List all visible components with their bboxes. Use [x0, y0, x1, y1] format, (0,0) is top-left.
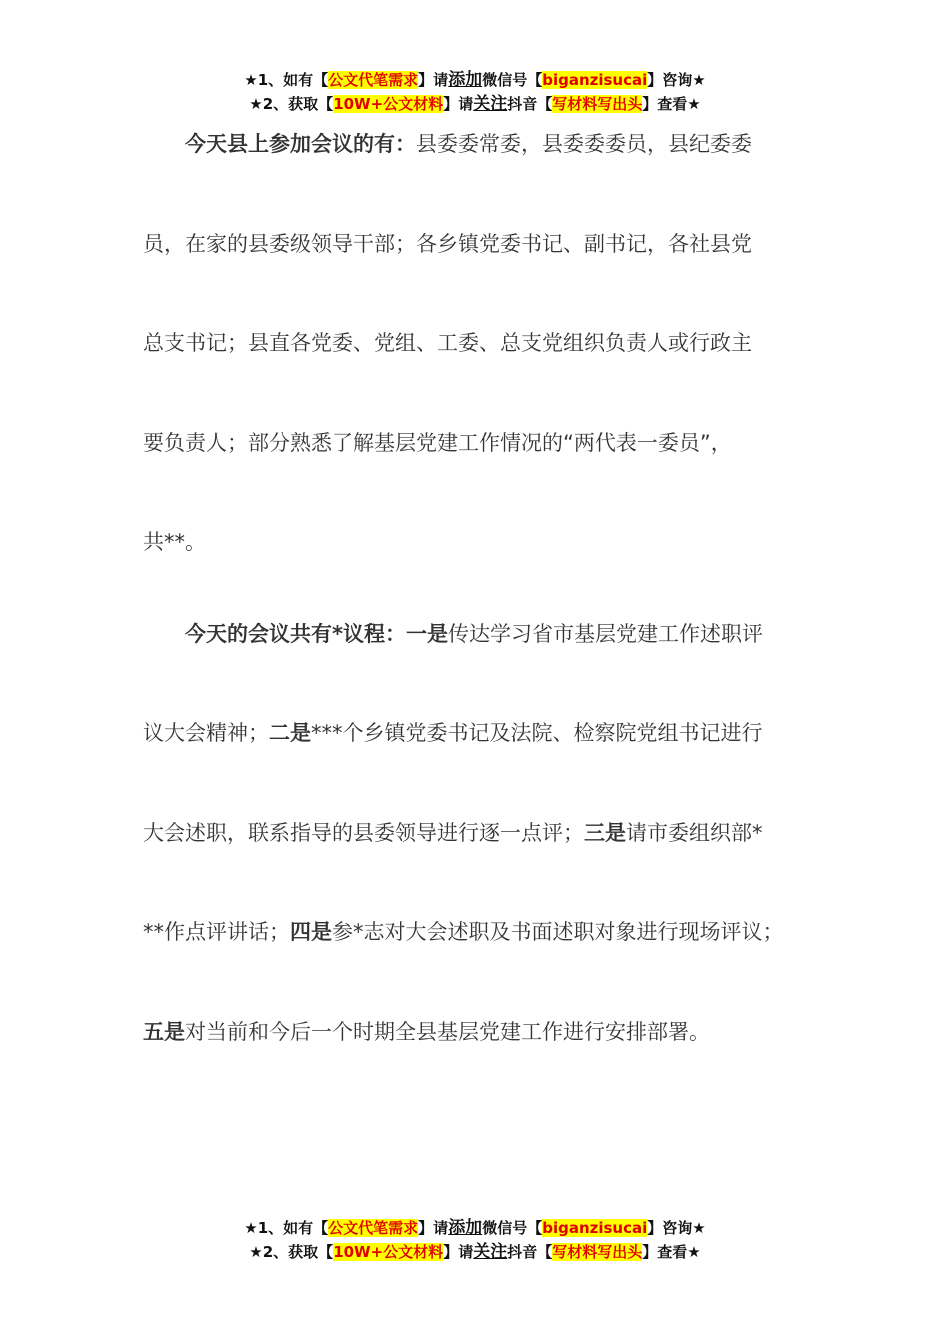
text-line — [143, 112, 833, 212]
banner-text: 微信号【 — [482, 1219, 543, 1237]
header-banner — [0, 68, 950, 116]
banner-text: 】请 — [443, 1243, 474, 1261]
paragraph-agenda — [143, 602, 833, 1100]
text-line: 员，在家的县委级领导干部；各乡镇党委书记、副书记，各社县党 — [143, 231, 752, 256]
banner-line-1 — [0, 68, 950, 92]
underlined-text: 添加 — [448, 70, 483, 90]
banner-line-1 — [0, 1216, 950, 1240]
text-line — [143, 1000, 833, 1100]
underlined-text: 添加 — [448, 1218, 483, 1238]
highlight-text: 公文代笔需求 — [328, 71, 419, 89]
bold-lead: 今天县上参加会议的有： — [185, 132, 416, 156]
text-line: 要负责人；部分熟悉了解基层党建工作情况的“两代表一委员”， — [143, 430, 732, 455]
text-run: 参*志对大会述职及书面述职对象进行现场评议； — [332, 920, 784, 944]
footer-banner — [0, 1216, 950, 1264]
banner-text: 】咨询★ — [647, 1219, 706, 1237]
highlight-text: 公文代笔需求 — [328, 1219, 419, 1237]
banner-text: 】请 — [418, 1219, 449, 1237]
text-run: 大会述职，联系指导的县委领导进行逐一点评； — [143, 820, 584, 845]
banner-text: 2、获取【 — [262, 95, 334, 113]
star-icon: ★ — [244, 71, 258, 89]
banner-line-2 — [0, 1240, 950, 1264]
text-line — [143, 801, 833, 901]
banner-text: 抖音【 — [507, 95, 553, 113]
banner-text: 】请 — [418, 71, 449, 89]
banner-text: 】查看★ — [642, 95, 701, 113]
text-line: 总支书记；县直各党委、党组、工委、总支党组织负责人或行政主 — [143, 331, 752, 355]
banner-text: 1、如有【 — [257, 1219, 329, 1237]
banner-text: 】请 — [443, 95, 474, 113]
banner-text: 】咨询★ — [647, 71, 706, 89]
banner-text: 微信号【 — [482, 71, 543, 89]
text-line — [143, 602, 833, 702]
document-body — [143, 112, 833, 1099]
banner-text: 】查看★ — [642, 1243, 701, 1261]
text-run: 传达学习省市基层党建工作述职评 — [447, 621, 763, 646]
underlined-text: 关注 — [473, 94, 508, 114]
text-line — [143, 701, 833, 801]
banner-text: 抖音【 — [507, 1243, 553, 1261]
underlined-text: 关注 — [473, 1242, 508, 1262]
text-run: 请市委组织部* — [626, 820, 763, 845]
bold-keyword: 三是 — [584, 820, 626, 845]
text-line: 共**。 — [143, 530, 206, 554]
highlight-text: 写材料写出头 — [552, 95, 643, 113]
star-icon: ★ — [249, 95, 263, 113]
text-run: 对当前和今后一个时期全县基层党建工作进行安排部署。 — [185, 1019, 710, 1044]
banner-text: 1、如有【 — [257, 71, 329, 89]
text-run: 议大会精神； — [143, 721, 269, 745]
bold-lead: 今天的会议共有*议程： — [185, 621, 406, 646]
highlight-text: biganzisucai — [542, 1219, 648, 1237]
bold-keyword: 一是 — [405, 621, 448, 646]
star-icon: ★ — [244, 1219, 258, 1237]
text-run: **作点评讲话； — [143, 920, 290, 944]
text-run: 县委委常委，县委委委员，县纪委委 — [416, 132, 752, 156]
bold-keyword: 四是 — [290, 920, 332, 944]
bold-keyword: 五是 — [143, 1019, 185, 1044]
highlight-text: biganzisucai — [542, 71, 648, 89]
paragraph-attendees — [143, 112, 833, 610]
text-line — [143, 900, 833, 1000]
highlight-text: 10W+公文材料 — [333, 1243, 444, 1261]
star-icon: ★ — [249, 1243, 263, 1261]
banner-text: 2、获取【 — [262, 1243, 334, 1261]
bold-keyword: 二是 — [269, 721, 311, 745]
highlight-text: 10W+公文材料 — [333, 95, 444, 113]
text-run: ***个乡镇党委书记及法院、检察院党组书记进行 — [311, 721, 763, 745]
highlight-text: 写材料写出头 — [552, 1243, 643, 1261]
